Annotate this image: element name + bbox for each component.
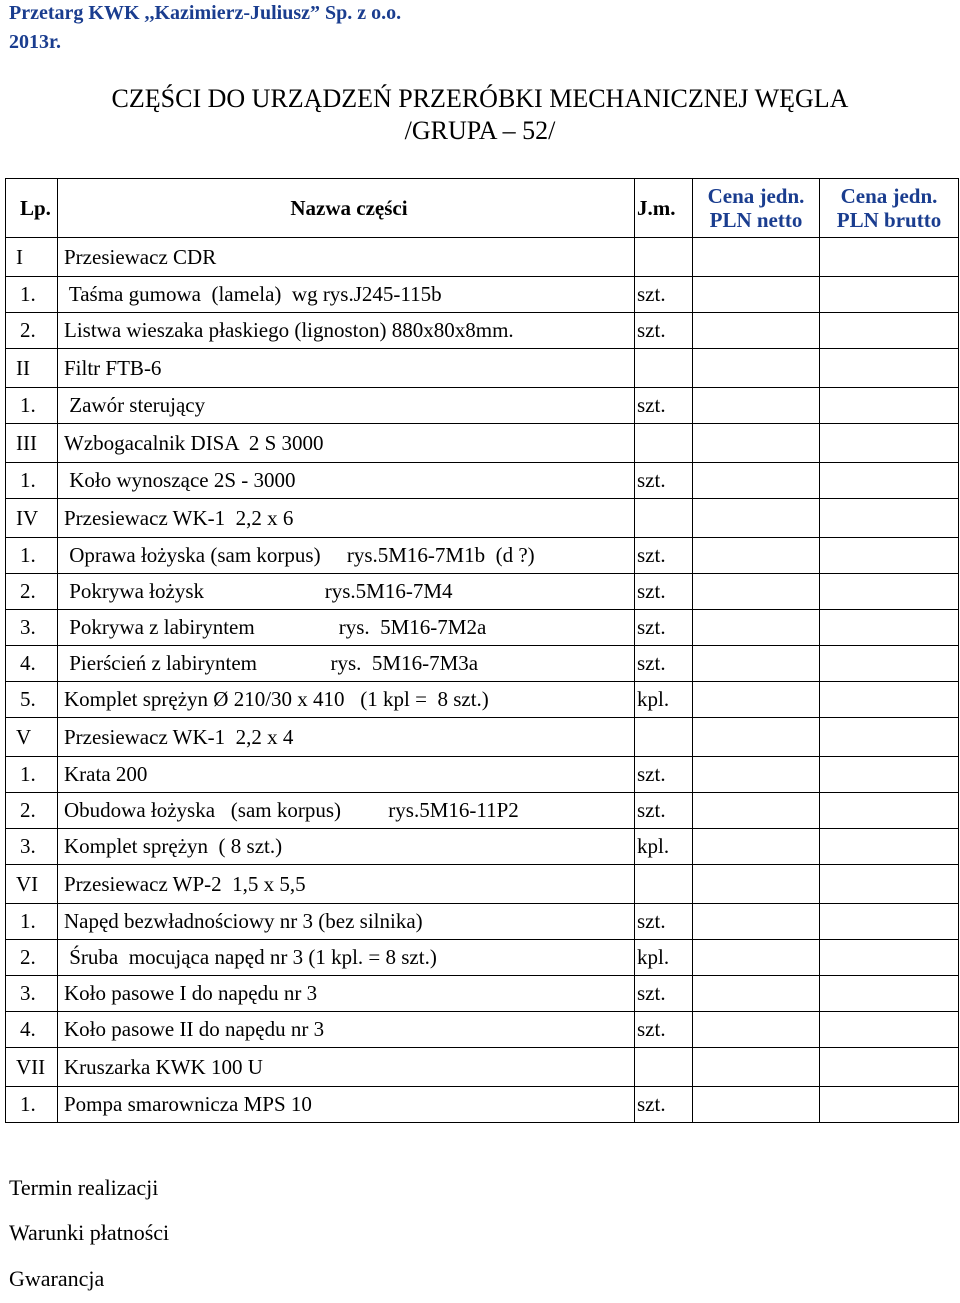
cell-price-netto [693,610,820,646]
cell-price-brutto [820,976,959,1012]
cell-price-brutto [820,646,959,682]
cell-lp: II [6,349,58,388]
cell-lp: 2. [6,940,58,976]
parts-table [5,178,959,1123]
section-row [6,1048,959,1087]
document-group: /GRUPA – 52/ [404,116,556,145]
section-row [6,718,959,757]
cell-unit: szt. [635,793,693,829]
cell-part-name: Pokrywa z labiryntem rys. 5M16-7M2a [58,610,635,646]
cell-part-name: Pierścień z labiryntem rys. 5M16-7M3a [58,646,635,682]
cell-unit [635,718,693,757]
column-header-netto-line2: PLN netto [709,208,803,232]
column-header-brutto-line2: PLN brutto [836,208,942,232]
cell-unit: kpl. [635,682,693,718]
cell-price-brutto [820,574,959,610]
cell-part-name: Śruba mocująca napęd nr 3 (1 kpl. = 8 szt.) [58,940,635,976]
footer-gwarancja: Gwarancja [9,1266,105,1291]
cell-unit [635,238,693,277]
section-row [6,238,959,277]
cell-unit [635,349,693,388]
column-header-brutto [820,179,959,238]
cell-price-netto [693,313,820,349]
table-row [6,904,959,940]
cell-unit: kpl. [635,829,693,865]
cell-part-name: Oprawa łożyska (sam korpus) rys.5M16-7M1b (d ?) [58,538,635,574]
cell-part-name: Zawór sterujący [58,388,635,424]
cell-price-netto [693,1012,820,1048]
cell-price-netto [693,682,820,718]
cell-lp: III [6,424,58,463]
column-header-netto-line1: Cena jedn. [707,184,805,208]
document-title: CZĘŚCI DO URZĄDZEŃ PRZERÓBKI MECHANICZNEJ WĘGLA [111,84,849,113]
cell-price-brutto [820,793,959,829]
cell-part-name: Krata 200 [58,757,635,793]
cell-lp: IV [6,499,58,538]
cell-price-brutto [820,349,959,388]
cell-price-brutto [820,1048,959,1087]
cell-lp: V [6,718,58,757]
cell-part-name: Taśma gumowa (lamela) wg rys.J245-115b [58,277,635,313]
cell-price-brutto [820,1012,959,1048]
cell-price-netto [693,238,820,277]
cell-price-brutto [820,424,959,463]
cell-price-brutto [820,238,959,277]
table-row [6,463,959,499]
table-header-row [6,179,959,238]
cell-price-brutto [820,940,959,976]
cell-price-brutto [820,538,959,574]
cell-section-name: Przesiewacz WP-2 1,5 x 5,5 [58,865,635,904]
table-row [6,757,959,793]
cell-price-netto [693,1087,820,1123]
cell-price-netto [693,538,820,574]
cell-part-name: Koło wynoszące 2S - 3000 [58,463,635,499]
cell-price-netto [693,904,820,940]
cell-price-netto [693,277,820,313]
cell-lp: 1. [6,904,58,940]
table-row [6,829,959,865]
section-row [6,865,959,904]
cell-lp: 3. [6,976,58,1012]
cell-price-brutto [820,718,959,757]
cell-price-netto [693,646,820,682]
cell-section-name: Przesiewacz WK-1 2,2 x 6 [58,499,635,538]
cell-part-name: Koło pasowe I do napędu nr 3 [58,976,635,1012]
cell-unit: szt. [635,388,693,424]
cell-unit [635,499,693,538]
cell-lp: 1. [6,757,58,793]
cell-price-netto [693,976,820,1012]
cell-part-name: Pokrywa łożysk rys.5M16-7M4 [58,574,635,610]
cell-unit: szt. [635,904,693,940]
section-row [6,349,959,388]
cell-lp: 3. [6,610,58,646]
cell-part-name: Komplet sprężyn ( 8 szt.) [58,829,635,865]
cell-unit: szt. [635,574,693,610]
cell-price-netto [693,1048,820,1087]
table-row [6,793,959,829]
cell-price-brutto [820,610,959,646]
cell-unit: szt. [635,1012,693,1048]
cell-unit: szt. [635,463,693,499]
cell-price-netto [693,349,820,388]
cell-section-name: Filtr FTB-6 [58,349,635,388]
cell-lp: 2. [6,574,58,610]
cell-lp: 1. [6,277,58,313]
cell-section-name: Przesiewacz CDR [58,238,635,277]
cell-price-netto [693,424,820,463]
cell-price-netto [693,757,820,793]
table-row [6,574,959,610]
cell-lp: 3. [6,829,58,865]
table-row [6,313,959,349]
cell-unit: szt. [635,277,693,313]
cell-part-name: Komplet sprężyn Ø 210/30 x 410 (1 kpl = 8 szt.) [58,682,635,718]
cell-section-name: Przesiewacz WK-1 2,2 x 4 [58,718,635,757]
column-header-brutto-line1: Cena jedn. [840,184,938,208]
table-row [6,682,959,718]
cell-part-name: Napęd bezwładnościowy nr 3 (bez silnika) [58,904,635,940]
tender-header: Przetarg KWK ,,Kazimierz-Juliusz” Sp. z o.o. [9,2,402,24]
table-row [6,388,959,424]
cell-price-brutto [820,463,959,499]
cell-price-brutto [820,1087,959,1123]
table-row [6,646,959,682]
cell-unit [635,865,693,904]
cell-unit: szt. [635,610,693,646]
section-row [6,424,959,463]
cell-lp: 2. [6,793,58,829]
cell-price-brutto [820,904,959,940]
cell-price-brutto [820,829,959,865]
table-row [6,610,959,646]
cell-unit: szt. [635,976,693,1012]
column-header-lp: Lp. [6,179,58,238]
table-row [6,976,959,1012]
cell-price-brutto [820,757,959,793]
column-header-name: Nazwa części [58,179,635,238]
tender-year: 2013r. [9,31,62,53]
cell-price-netto [693,940,820,976]
cell-lp: 1. [6,388,58,424]
cell-part-name: Listwa wieszaka płaskiego (lignoston) 880x80x8mm. [58,313,635,349]
cell-unit: szt. [635,1087,693,1123]
cell-part-name: Koło pasowe II do napędu nr 3 [58,1012,635,1048]
cell-price-brutto [820,313,959,349]
cell-unit [635,424,693,463]
cell-lp: 2. [6,313,58,349]
cell-part-name: Pompa smarownicza MPS 10 [58,1087,635,1123]
column-header-unit: J.m. [635,179,693,238]
cell-unit: szt. [635,538,693,574]
table-row [6,277,959,313]
cell-lp: 1. [6,1087,58,1123]
cell-price-netto [693,829,820,865]
cell-unit: szt. [635,646,693,682]
cell-price-brutto [820,388,959,424]
cell-price-brutto [820,682,959,718]
cell-unit: kpl. [635,940,693,976]
cell-lp: 4. [6,1012,58,1048]
table-row [6,1012,959,1048]
cell-unit: szt. [635,757,693,793]
cell-price-netto [693,865,820,904]
cell-lp: 4. [6,646,58,682]
cell-price-brutto [820,277,959,313]
table-row [6,538,959,574]
cell-price-netto [693,574,820,610]
footer-warunki: Warunki płatności [9,1220,170,1245]
cell-section-name: Kruszarka KWK 100 U [58,1048,635,1087]
cell-price-brutto [820,499,959,538]
cell-price-netto [693,793,820,829]
cell-price-netto [693,388,820,424]
cell-lp: VII [6,1048,58,1087]
cell-lp: 5. [6,682,58,718]
section-row [6,499,959,538]
column-header-netto [693,179,820,238]
cell-lp: VI [6,865,58,904]
table-row [6,940,959,976]
cell-section-name: Wzbogacalnik DISA 2 S 3000 [58,424,635,463]
cell-price-netto [693,718,820,757]
cell-lp: 1. [6,463,58,499]
cell-price-brutto [820,865,959,904]
cell-unit: szt. [635,313,693,349]
cell-price-netto [693,499,820,538]
cell-price-netto [693,463,820,499]
cell-lp: I [6,238,58,277]
table-row [6,1087,959,1123]
footer-termin: Termin realizacji [9,1175,159,1200]
cell-unit [635,1048,693,1087]
cell-part-name: Obudowa łożyska (sam korpus) rys.5M16-11P2 [58,793,635,829]
cell-lp: 1. [6,538,58,574]
